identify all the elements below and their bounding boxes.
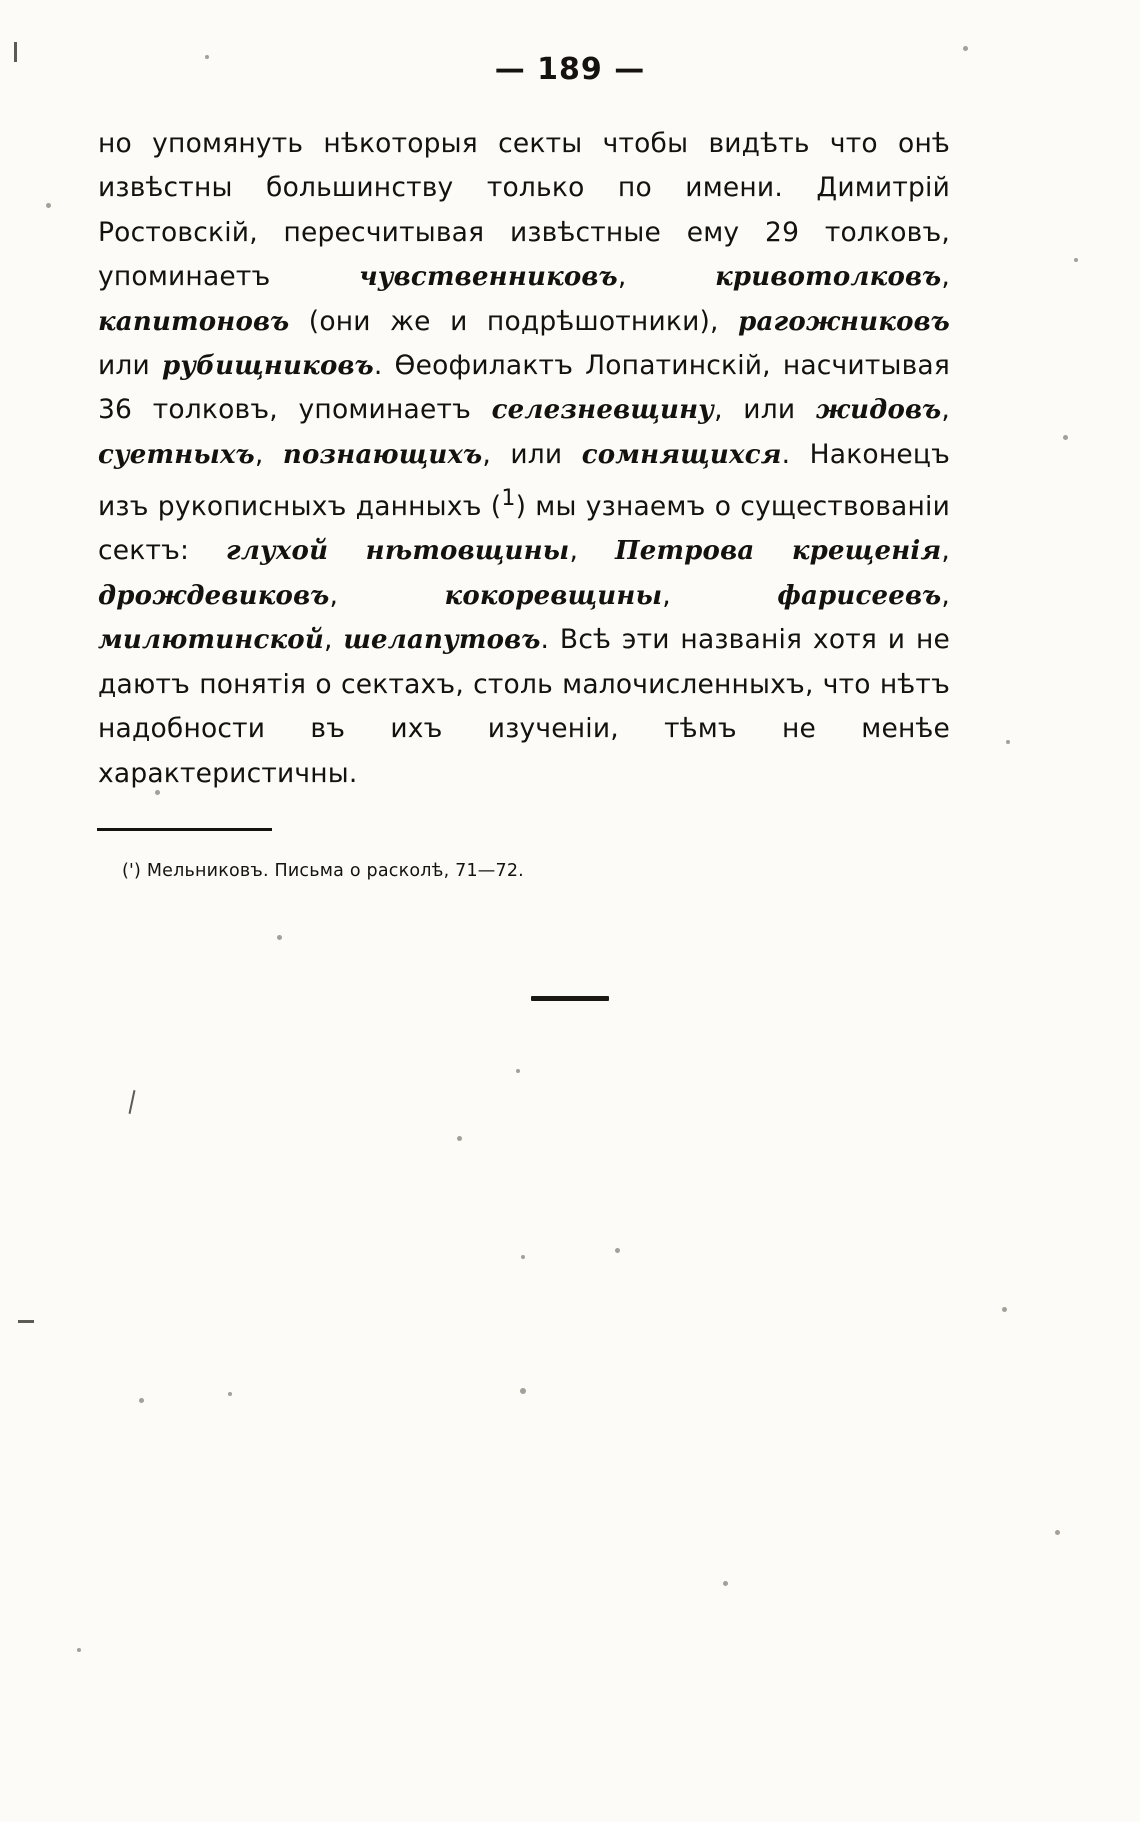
paper-speck xyxy=(1063,435,1068,440)
paper-speck xyxy=(139,1398,144,1403)
paper-speck xyxy=(457,1136,462,1141)
paper-speck xyxy=(277,935,282,940)
paper-speck xyxy=(520,1388,526,1394)
footnote: (') Мельниковъ. Письма о расколѣ, 71—72. xyxy=(122,861,524,881)
paper-speck xyxy=(1002,1307,1007,1312)
edge-mark xyxy=(14,42,17,62)
page-number: — 189 — xyxy=(494,52,646,87)
ornament-bar-icon xyxy=(531,996,609,1001)
paper-speck xyxy=(228,1392,232,1396)
paper-speck xyxy=(723,1581,728,1586)
paper-speck xyxy=(155,790,160,795)
end-ornament xyxy=(0,988,1140,1006)
paper-speck xyxy=(77,1648,81,1652)
paper-speck xyxy=(516,1069,520,1073)
footnote-separator-rule xyxy=(97,828,272,831)
edge-mark xyxy=(18,1320,34,1323)
body-text-block xyxy=(98,122,950,796)
paper-speck xyxy=(615,1248,620,1253)
paper-speck xyxy=(963,46,968,51)
paper-speck xyxy=(1055,1530,1060,1535)
paper-speck xyxy=(1074,258,1078,262)
paper-speck xyxy=(1006,740,1010,744)
paper-speck xyxy=(521,1255,525,1259)
paper-speck xyxy=(205,55,209,59)
main-paragraph: но упомянуть нѣкоторыя секты чтобы видѣть что онѣ извѣстны большинству только по имени. Димитрій Ростовскій, пересчитывая извѣстные ему 29 толковъ, упоминаетъ чувственниковъ, кривотолковъ, капитоновъ (они же и подрѣшотники), рагожниковъ или рубищниковъ. Ѳеофилактъ Лопатинскій, насчитывая 36 толковъ, упоминаетъ селезневщину, или жидовъ, суетныхъ, познающихъ, или сомнящихся. Наконецъ изъ рукописныхъ данныхъ ($^1$) мы узнаемъ о существованіи сектъ: глухой нѣтовщины, Петрова крещенія, дрождевиковъ, кокоревщины, фарисеевъ, милютинской, шелапутовъ. Всѣ эти названія хотя и не даютъ понятія о сектахъ, столь малочисленныхъ, что нѣтъ надобности въ ихъ изученіи, тѣмъ не менѣе характеристичны. xyxy=(98,128,951,789)
paper-speck xyxy=(46,203,51,208)
edge-mark xyxy=(129,1090,136,1114)
